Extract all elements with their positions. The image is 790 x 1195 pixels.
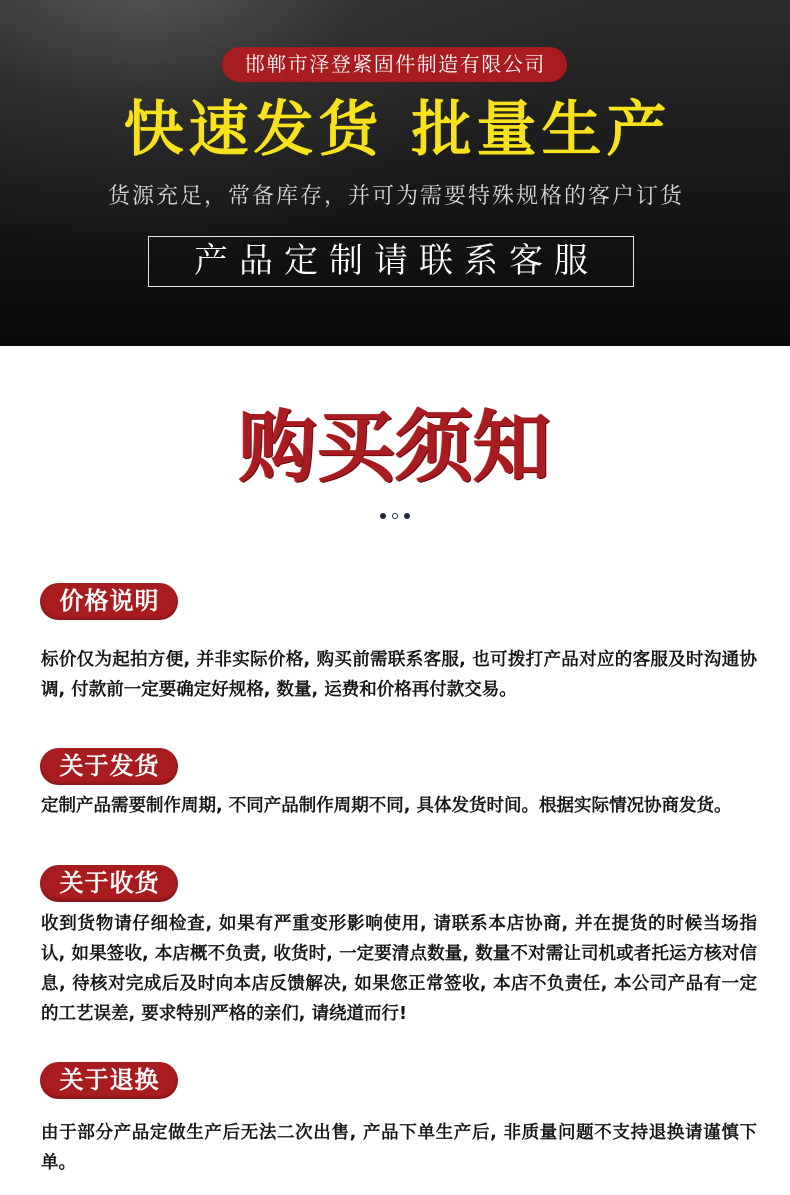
company-name-badge: 邯郸市泽登紧固件制造有限公司 [222,47,567,82]
section-text [41,645,757,705]
headline-word: 快速发货 [123,95,384,165]
section-text-line: 由于部分产品定做生产后无法二次出售, 产品下单生产后, 非质量问题不支持退换请谨慎下 [41,1123,757,1143]
headline [0,91,790,169]
divider-dot [380,513,386,519]
section-heading: 关于发货 [40,748,178,785]
title-divider-dots [380,513,410,519]
custom-order-notice: 产品定制请联系客服 [148,236,634,287]
section-text-line: 息, 待核对完成后及时向本店反馈解决, 如果您正常签收, 本店不负责任, 本公司产品有一定 [41,974,757,994]
divider-dot [404,513,410,519]
top-banner [0,0,790,346]
section-text-line: 定制产品需要制作周期, 不同产品制作周期不同, 具体发货时间。根据实际情况协商发货。 [41,796,732,816]
section-text [41,909,757,1029]
section-text-line: 认, 如果签收, 本店概不负责, 收货时, 一定要清点数量, 数量不对需让司机或者托运方核对信 [41,944,757,964]
section-text-line: 标价仅为起拍方便, 并非实际价格, 购买前需联系客服, 也可拨打产品对应的客服及时沟通协 [41,650,757,670]
headline-word: 批量生产 [411,95,672,165]
section-text [41,1118,757,1178]
section-text [41,791,757,821]
section-text-line: 单。 [41,1153,76,1173]
divider-dot [392,513,398,519]
section-heading: 关于退换 [40,1062,178,1099]
banner-subtitle: 货源充足，常备库存，并可为需要特殊规格的客户订货 [107,184,684,209]
section-heading: 价格说明 [40,583,178,620]
section-heading: 关于收货 [40,865,178,902]
section-text-line: 收到货物请仔细检查, 如果有严重变形影响使用, 请联系本店协商, 并在提货的时候当场指 [41,914,757,934]
section-text-line: 调, 付款前一定要确定好规格, 数量, 运费和价格再付款交易。 [41,680,517,700]
section-text-line: 的工艺误差, 要求特别严格的亲们, 请绕道而行! [41,1004,407,1024]
purchase-notice-title: 购买须知 [238,403,551,493]
